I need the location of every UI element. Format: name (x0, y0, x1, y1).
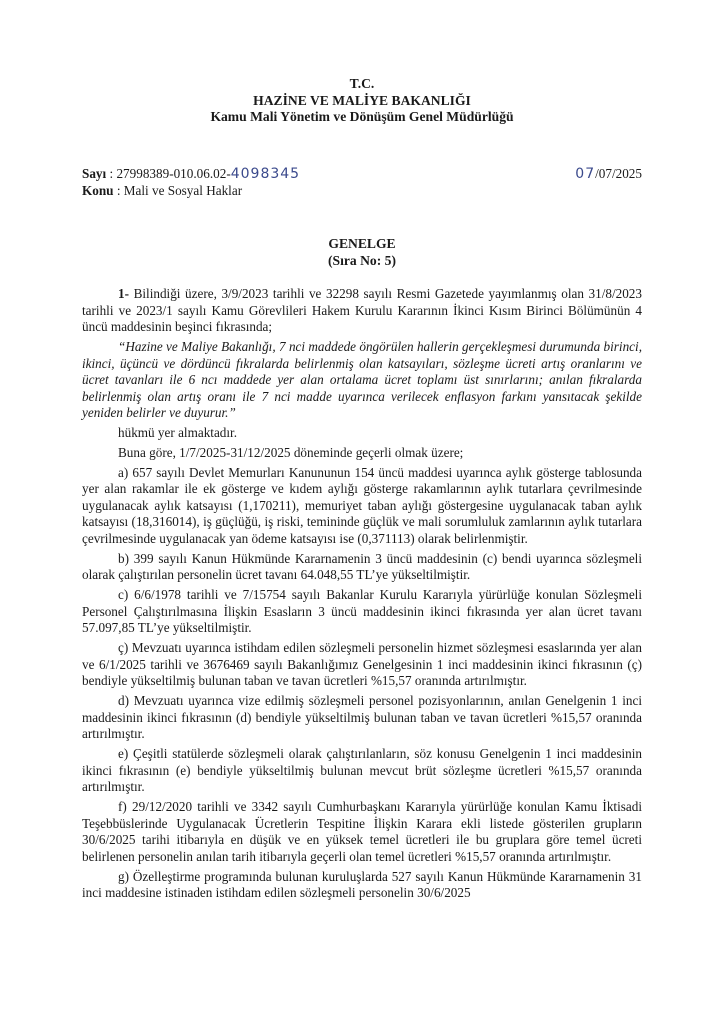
sayi-label: Sayı (82, 166, 107, 181)
header-tc: T.C. (349, 76, 375, 91)
letterhead (0, 76, 724, 126)
header-directorate: Kamu Mali Yönetim ve Dönüşüm Genel Müdürlüğü (210, 109, 514, 125)
paragraph-quote: “Hazine ve Maliye Bakanlığı, 7 nci maddede öngörülen hallerin gerçekleşmesi durumunda birinci, ikinci, üçüncü ve dördüncü fıkralarda belirlenmiş olan katsayıları, sözleşme ücreti artış oranlarını ve ücret tavanları ile 6 ncı maddede yer alan ortalama ücret toplamı üst sınırlarını; anılan fıkralarda belirlenmiş olan artış oranı ile 7 nci madde uyarınca verilecek enflasyon farkını yansıtacak şekilde yeniden belirler ve duyurur.” (82, 338, 642, 421)
document-meta (82, 166, 642, 200)
paragraph-1-lead: 1- (118, 286, 129, 301)
paragraph-f: f) 29/12/2020 tarihli ve 3342 sayılı Cumhurbaşkanı Kararıyla yürürlüğe konulan Kamu İktisadi Teşebbüslerinde Uygulanacak Ücretlerin Tespitine İlişkin Karara ekli listede gösterilen grupların 30/6/2025 tarihi itibarıyla en düşük ve en yüksek temel ücretleri ile bu gruplara göre temel ücreti belirlenen personelin anılan tarih itibarıyla geçerli olan temel ücretleri %15,57 oranında artırılmıştır. (82, 799, 642, 864)
document-body (82, 286, 642, 905)
konu-value: : Mali ve Sosyal Haklar (116, 183, 243, 198)
date-handwritten-day: 07 (575, 166, 596, 182)
paragraph-1: 1- Bilindiği üzere, 3/9/2023 tarihli ve 32298 sayılı Resmi Gazetede yayımlanmış olan 31/8/2023 tarihli ve 2023/1 sayılı Kamu Görevlileri Hakem Kurulu Kararının İkinci Kısım Birinci Bölümünün 4 üncü maddesinin beşinci fıkrasında; (82, 286, 642, 335)
title-sequence: (Sıra No: 5) (328, 252, 396, 268)
paragraph-c-cedilla: ç) Mevzuatı uyarınca istihdam edilen sözleşmeli personelin hizmet sözleşmesi esaslarında yer alan ve 6/1/2025 tarihli ve 3676469 sayılı Bakanlığımız Genelgesinin 1 inci maddesinin ikinci fıkrasının (ç) bendiyle yükseltilmiş bulunan taban ve tavan ücretleri %15,57 oranında artırılmıştır. (82, 640, 642, 689)
paragraph-b: b) 399 sayılı Kanun Hükmünde Kararnamenin 3 üncü maddesinin (c) bendi uyarınca sözleşmeli olarak çalıştırılan personelin ücret tavanı 64.048,55 TL’ye yükseltilmiştir. (82, 550, 642, 583)
paragraph-buna-gore: Buna göre, 1/7/2025-31/12/2025 döneminde geçerli olmak üzere; (118, 444, 464, 460)
paragraph-a: a) 657 sayılı Devlet Memurları Kanununun 154 üncü maddesi uyarınca aylık gösterge tablosunda yer alan rakamlar ile ek gösterge ve kıdem aylığı gösterge rakamlarının aylık tutarlara çevrilmesinde uygulanacak aylık katsayısı (1,170211), memuriyet taban aylığı göstergesine uygulanacak taban aylık katsayısı (18,316014), iş güçlüğü, iş riski, temininde güçlük ve mali sorumluluk zamlarının aylık tutarlara çevrilmesinde uygulanacak yan ödeme katsayısı ise (0,371113) olarak belirlenmiştir. (82, 464, 642, 547)
paragraph-d: d) Mevzuatı uyarınca vize edilmiş sözleşmeli personel pozisyonlarının, anılan Genelgenin 1 inci maddesinin ikinci fıkrasının (d) bendiyle yükseltilmiş bulunan taban ve tavan ücretleri %15,57 oranında artırılmıştır. (82, 693, 642, 742)
paragraph-c: c) 6/6/1978 tarihli ve 7/15754 sayılı Bakanlar Kurulu Kararıyla yürürlüğe konulan Sözleşmeli Personel Çalıştırılmasına İlişkin Esasların 3 üncü maddesinin ikinci fıkrasında yer alan ücret tavanı 57.097,85 TL’ye yükseltilmiştir. (82, 587, 642, 636)
konu-label: Konu (82, 183, 114, 198)
sayi-row (82, 166, 642, 183)
paragraph-g: g) Özelleştirme programında bulunan kuruluşlarda 527 sayılı Kanun Hükmünde Kararnamenin 31 inci maddesine istinaden istihdam edilen sözleşmeli personelin 30/6/2025 (82, 868, 642, 901)
sayi-value: : 27998389-010.06.02- (109, 166, 231, 181)
date-rest: /07/2025 (595, 166, 642, 181)
konu-row (82, 183, 642, 200)
header-ministry: HAZİNE VE MALİYE BAKANLIĞI (253, 92, 471, 108)
circular-title (0, 236, 724, 269)
document-date (575, 166, 642, 183)
title-genelge: GENELGE (328, 236, 396, 251)
sayi-handwritten-number: 4098345 (230, 166, 301, 182)
paragraph-hukmu: hükmü yer almaktadır. (118, 425, 238, 441)
paragraph-e: e) Çeşitli statülerde sözleşmeli olarak çalıştırılanların, söz konusu Genelgenin 1 inci maddesinin ikinci fıkrasının (e) bendiyle yükseltilmiş bulunan mevcut brüt sözleşme ücretleri %15,57 oranında artırılmıştır. (82, 746, 642, 795)
